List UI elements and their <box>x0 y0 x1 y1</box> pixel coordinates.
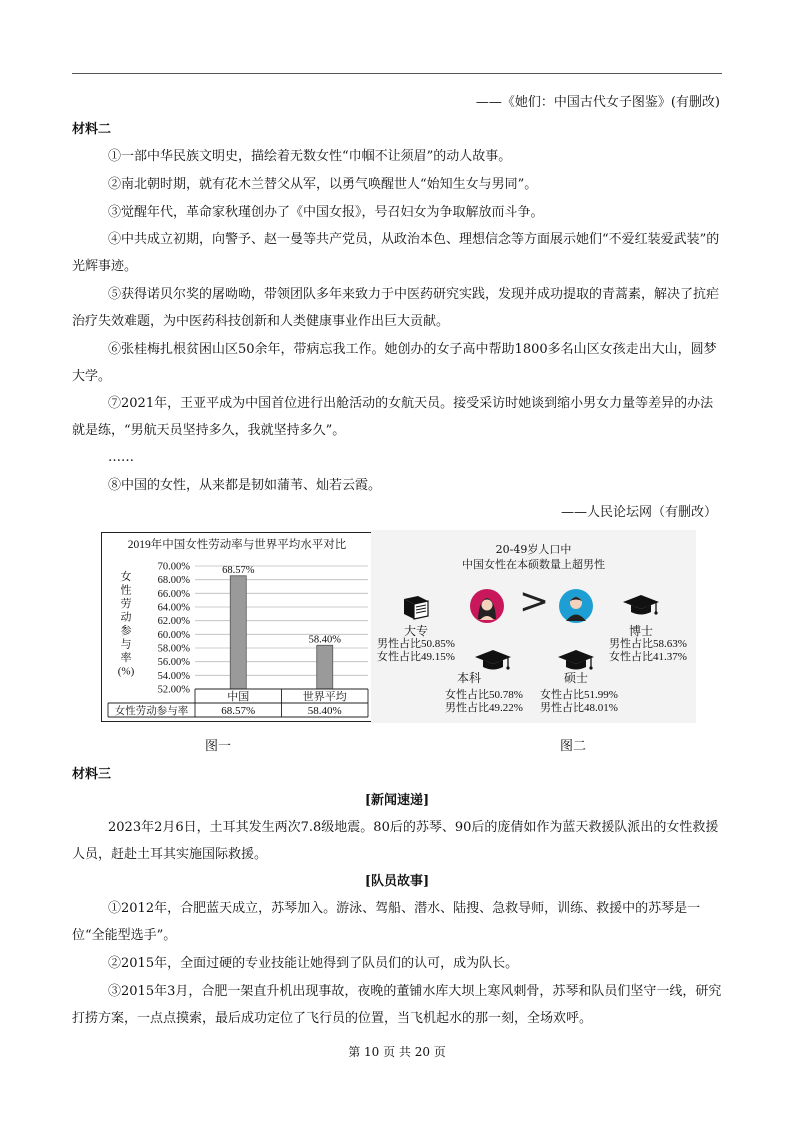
chart-y-tick-label: 52.00% <box>157 684 190 696</box>
female-avatar-icon <box>469 588 505 624</box>
chart-ylabel-char: 动 <box>120 611 132 624</box>
story-1: ①2012年，合肥蓝天成立，苏琴加入。游泳、驾船、潜水、陆搜、急救导师，训练、救援中的苏琴是一位“全能型选手”。 <box>72 901 701 943</box>
material2-ellipsis: …… <box>108 450 134 465</box>
chart-y-tick-label: 64.00% <box>157 602 190 614</box>
figure1-chart <box>101 532 374 722</box>
chart-ylabel-char: 参 <box>120 625 132 637</box>
chart-bars <box>222 565 341 689</box>
master-label: 硕士 <box>564 671 589 685</box>
material2-title: 材料二 <box>72 122 112 137</box>
phd-label: 博士 <box>628 624 653 638</box>
chart-bar-value-label: 68.57% <box>222 564 255 576</box>
chart-y-tick-label: 56.00% <box>157 657 190 669</box>
bachelor-line2: 男性占比49.22% <box>445 702 523 714</box>
chart-table-value: 68.57% <box>221 705 256 717</box>
chart-ylabel-char: 女 <box>120 571 132 583</box>
college-line2: 女性占比49.15% <box>377 651 455 663</box>
male-avatar-icon <box>558 588 594 624</box>
header-source-line: ——《她们：中国古代女子图鉴》(有删改) <box>475 95 720 110</box>
news-heading: [新闻速递] <box>364 793 430 808</box>
master-line1: 女性占比51.99% <box>540 689 618 701</box>
material2-paragraph-3: ③觉醒年代，革命家秋瑾创办了《中国女报》，号召妇女为争取解放而斗争。 <box>108 205 544 220</box>
figure1-caption: 图一 <box>205 739 232 754</box>
chart-category-label: 中国 <box>227 691 250 703</box>
chart-y-tick-label: 60.00% <box>157 629 190 641</box>
chart-table-value: 58.40% <box>307 705 342 717</box>
chart-y-tick-label: 66.00% <box>157 588 190 600</box>
bachelor-line1: 女性占比50.78% <box>445 689 523 701</box>
story-3: ③2015年3月，合肥一架直升机出现事故，夜晚的董铺水库大坝上寒风刺骨，苏琴和队员们坚守一线，研究打捞方案，一点点摸索，最后成功定位了飞行员的位置，当飞机起水的那一刻，全场欢呼。 <box>72 984 722 1026</box>
chart-ylabel-char: 劳 <box>120 598 132 610</box>
comparison-symbol: > <box>519 581 550 622</box>
chart-ylabel <box>118 569 135 678</box>
chart-ylabel-char: (%) <box>117 665 135 678</box>
header-rule <box>72 73 722 74</box>
material2-source: ——人民论坛网（有删改） <box>560 505 717 520</box>
chart-y-ticks <box>158 562 191 696</box>
chart-y-tick-label: 54.00% <box>157 670 190 682</box>
bachelor-label: 本科 <box>457 671 482 685</box>
book-icon <box>401 592 431 622</box>
material2-paragraph-4: ④中共成立初期，向警予、赵一曼等共产党员，从政治本色、理想信念等方面展示她们“不爱红装爱武装”的光辉事迹。 <box>72 232 720 274</box>
chart-ylabel-char: 率 <box>120 652 132 664</box>
chart-title: 2019年中国女性劳动率与世界平均水平对比 <box>127 539 347 551</box>
story-2: ②2015年，全面过硬的专业技能让她得到了队员们的认可，成为队长。 <box>108 956 519 971</box>
chart-data-table <box>108 689 368 717</box>
college-line1: 男性占比50.85% <box>377 638 455 650</box>
master-line2: 男性占比48.01% <box>540 702 618 714</box>
material2-paragraph-1: ①一部中华民族文明史，描绘着无数女性“巾帼不让须眉”的动人故事。 <box>108 149 512 164</box>
chart-table-row-label: 女性劳动参与率 <box>114 706 189 717</box>
chart-category-label: 世界平均 <box>302 691 347 703</box>
page-number: 第 10 页 共 20 页 <box>348 1045 446 1059</box>
chart-bar <box>317 645 333 689</box>
figure2-title-line1: 20-49岁人口中 <box>495 543 572 556</box>
chart-ylabel-char: 与 <box>120 638 132 651</box>
figure2-caption: 图二 <box>560 739 587 754</box>
story-heading: [队员故事] <box>364 874 430 889</box>
figure2-title-line2: 中国女性在本硕数量上超男性 <box>462 558 605 571</box>
chart-y-tick-label: 68.00% <box>157 575 190 587</box>
chart-y-tick-label: 58.00% <box>157 643 190 655</box>
news-text: 2023年2月6日，土耳其发生两次7.8级地震。80后的苏琴、90后的庞倩如作为蓝天救援队派出的女性救援人员，赶赴土耳其实施国际救援。 <box>72 820 719 862</box>
chart-y-tick-label: 62.00% <box>157 616 190 628</box>
college-label: 大专 <box>404 624 429 638</box>
bar-chart <box>102 533 373 721</box>
material2-paragraph-5: ⑤获得诺贝尔奖的屠呦呦，带领团队多年来致力于中医药研究实践，发现并成功提取的青蒿素，解决了抗疟治疗失效难题，为中医药科技创新和人类健康事业作出巨大贡献。 <box>72 287 720 329</box>
chart-ylabel-char: 性 <box>120 584 132 597</box>
material2-paragraph-8: ⑧中国的女性，从来都是韧如蒲苇、灿若云霞。 <box>108 478 382 493</box>
material3-title: 材料三 <box>72 767 112 782</box>
chart-y-tick-label: 70.00% <box>157 561 190 573</box>
phd-line2: 女性占比41.37% <box>609 651 687 663</box>
material2-paragraph-2: ②南北朝时期，就有花木兰替父从军，以勇气唤醒世人“始知生女与男同”。 <box>108 177 538 192</box>
chart-gridlines <box>195 566 368 689</box>
graduation-cap-icon <box>621 593 661 619</box>
figure2-infographic <box>371 530 696 723</box>
chart-bar <box>230 576 246 689</box>
material2-paragraph-7: ⑦2021年，王亚平成为中国首位进行出舱活动的女航天员。接受采访时她谈到缩小男女力量等差异的办法就是练，“男航天员坚持多久，我就坚持多久”。 <box>72 396 714 438</box>
material2-paragraph-6: ⑥张桂梅扎根贫困山区50余年，带病忘我工作。她创办的女子高中帮助1800多名山区女孩走出大山，圆梦大学。 <box>72 342 717 384</box>
chart-bar-value-label: 58.40% <box>308 634 341 646</box>
phd-line1: 男性占比58.63% <box>609 638 687 650</box>
